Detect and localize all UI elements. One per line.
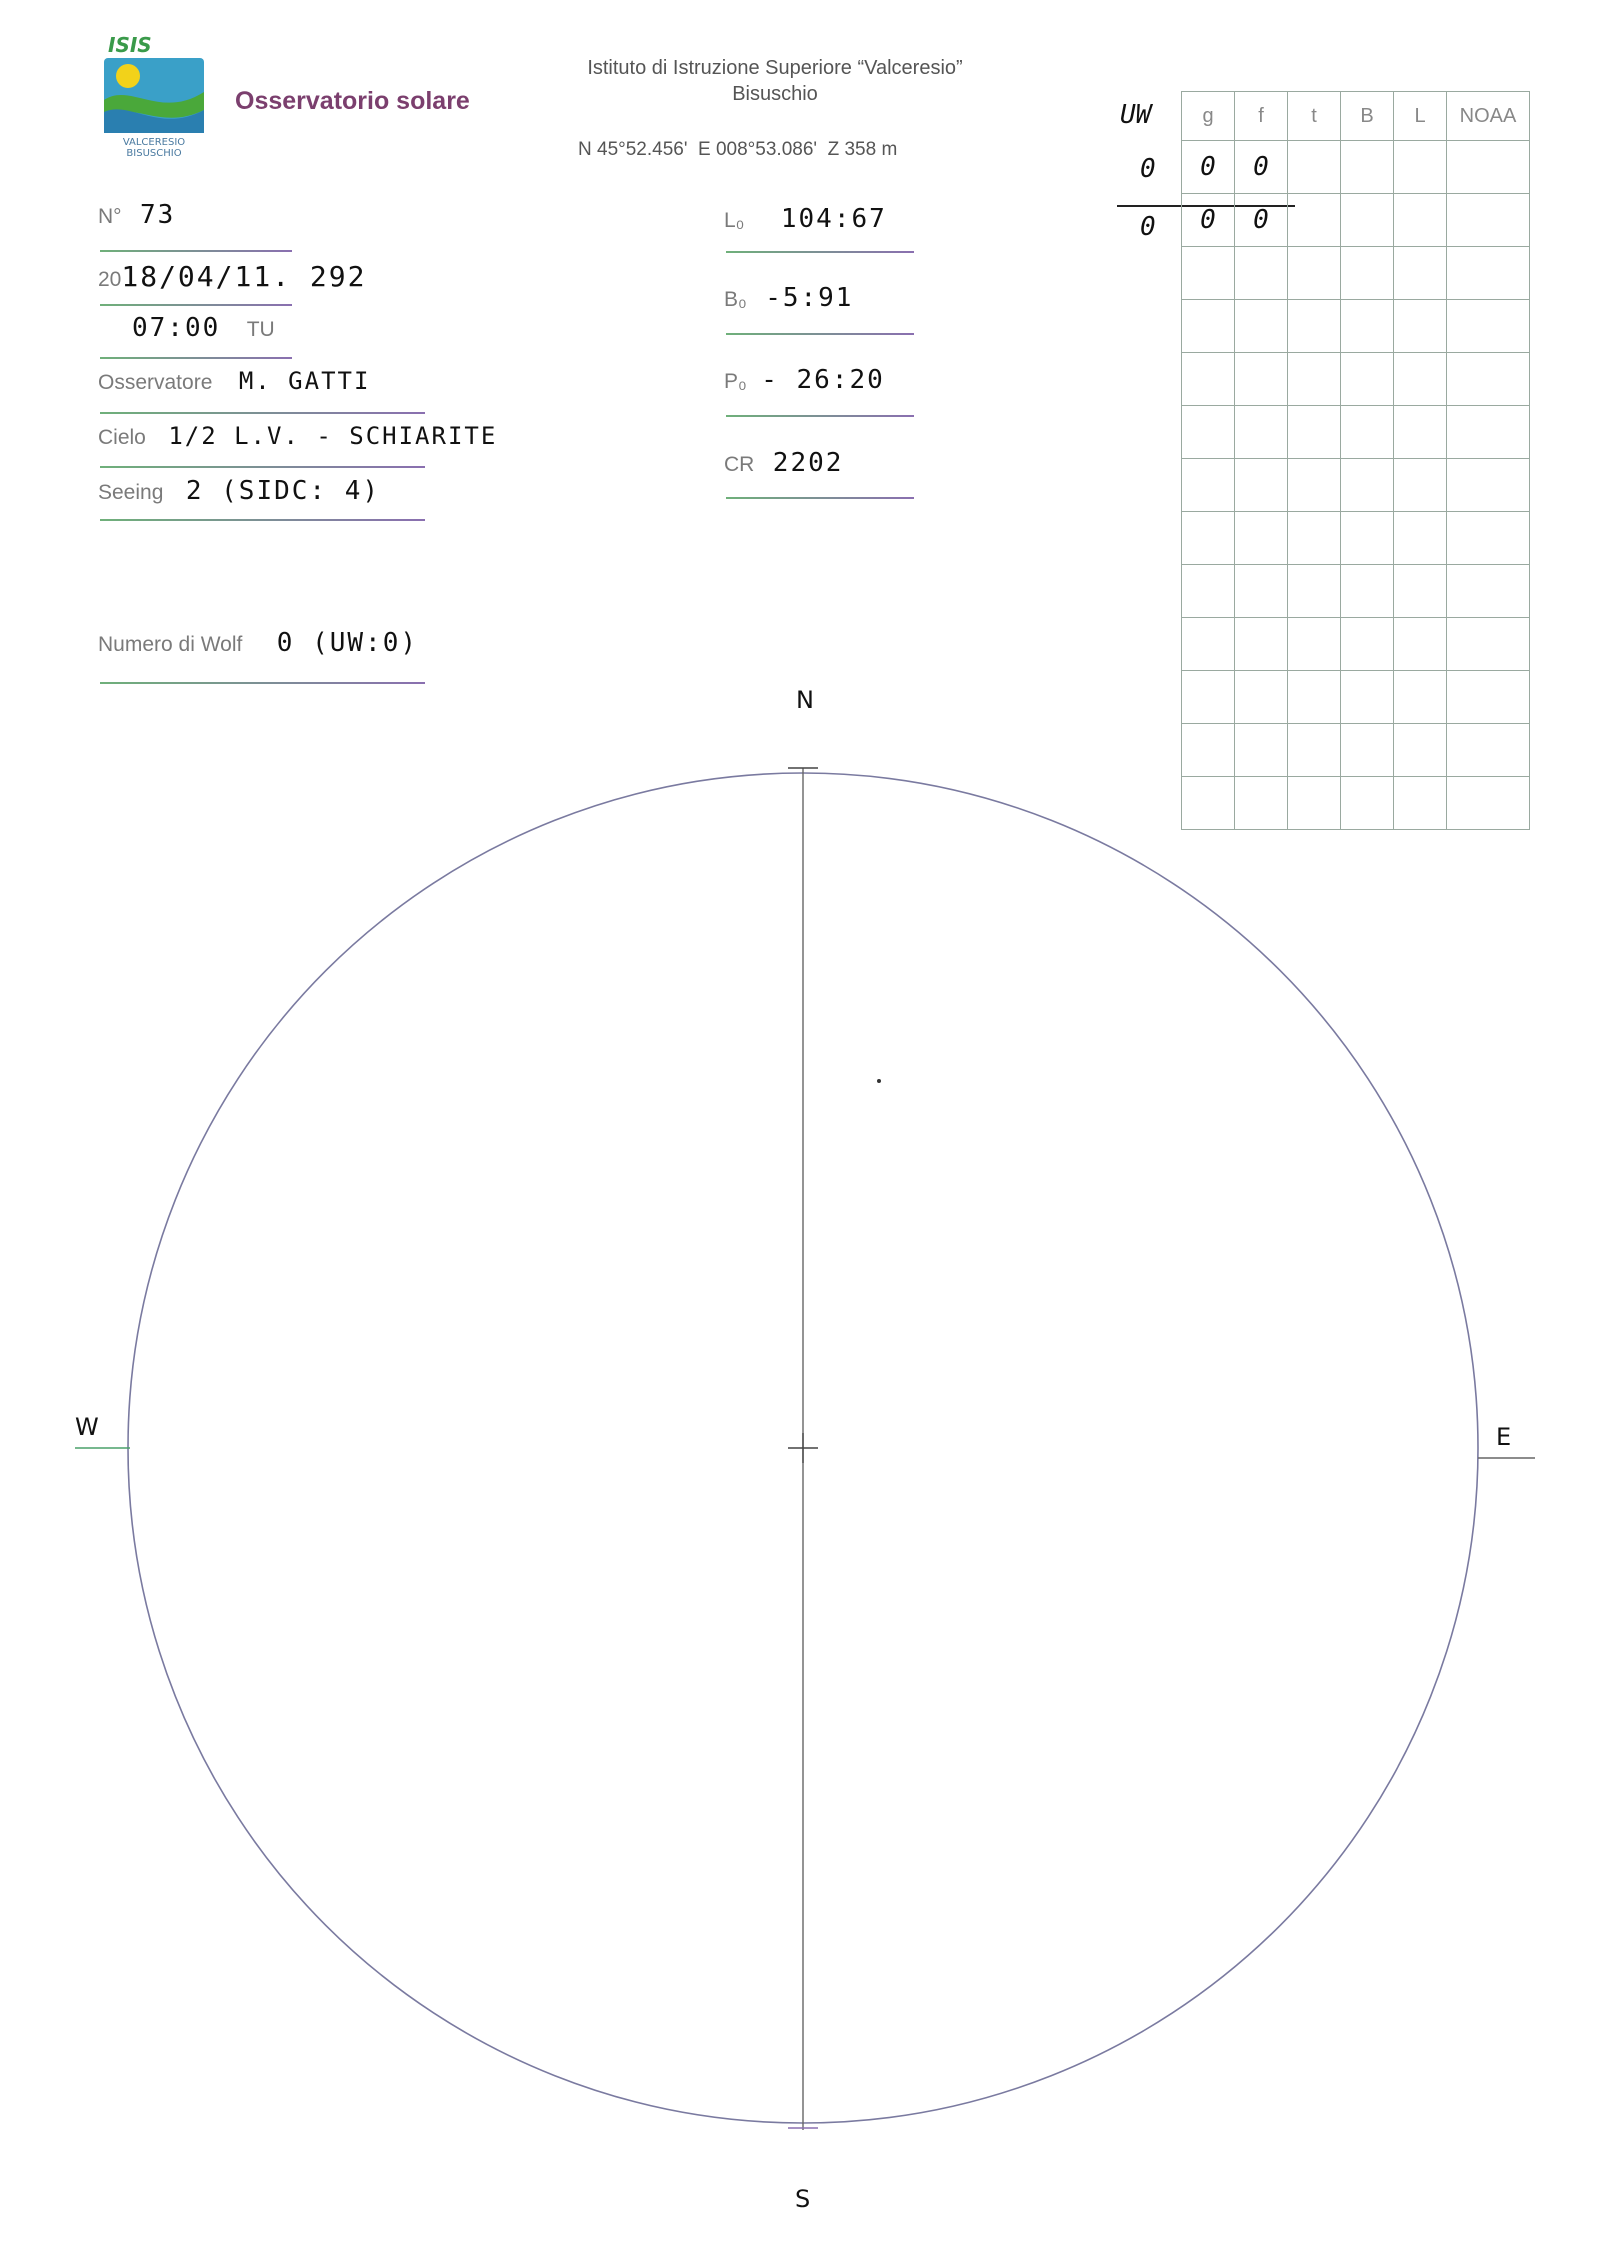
p0-label: P₀ xyxy=(724,370,747,393)
b0-value: -5:91 xyxy=(765,283,854,313)
cell-b[interactable] xyxy=(1341,300,1394,353)
l0-value: 104:67 xyxy=(780,204,887,234)
logo-caption-2: BISUSCHIO xyxy=(126,148,182,159)
cell-g[interactable] xyxy=(1182,247,1235,300)
table-header-row xyxy=(1182,92,1530,141)
cell-noaa[interactable] xyxy=(1447,406,1530,459)
sky-value: 1/2 L.V. - SCHIARITE xyxy=(168,422,498,450)
cell-l[interactable] xyxy=(1394,406,1447,459)
cell-noaa[interactable] xyxy=(1447,565,1530,618)
cell-f[interactable]: 0 xyxy=(1235,141,1288,194)
logo-text: ISIS xyxy=(108,33,152,57)
rule-sky xyxy=(100,466,425,468)
cell-b[interactable] xyxy=(1341,194,1394,247)
col-header-noaa: NOAA xyxy=(1447,92,1530,141)
cell-g[interactable] xyxy=(1182,565,1235,618)
cell-l[interactable] xyxy=(1394,565,1447,618)
wolf-field xyxy=(98,628,418,658)
cell-g[interactable]: 0 xyxy=(1182,141,1235,194)
cell-noaa[interactable] xyxy=(1447,300,1530,353)
observer-field xyxy=(98,367,370,395)
l0-label: L₀ xyxy=(724,209,745,232)
cell-f[interactable] xyxy=(1235,406,1288,459)
cell-g[interactable] xyxy=(1182,512,1235,565)
cell-b[interactable] xyxy=(1341,459,1394,512)
time-value: 07:00 xyxy=(132,313,221,343)
l0-field xyxy=(724,204,887,234)
col-header-t: t xyxy=(1288,92,1341,141)
cell-g[interactable] xyxy=(1182,406,1235,459)
uw-label: UW xyxy=(1120,100,1152,130)
cell-t[interactable] xyxy=(1288,459,1341,512)
time-unit: TU xyxy=(246,318,275,341)
cell-b[interactable] xyxy=(1341,406,1394,459)
cell-f[interactable] xyxy=(1235,300,1288,353)
time-field xyxy=(132,313,275,343)
col-header-b: B xyxy=(1341,92,1394,141)
cell-noaa[interactable] xyxy=(1447,353,1530,406)
coordinates: N 45°52.456' E 008°53.086' Z 358 m xyxy=(578,139,898,160)
rule-p0 xyxy=(726,415,914,417)
institute-line-2: Bisuschio xyxy=(732,83,818,105)
number-field xyxy=(98,200,175,230)
solar-disk-drawing xyxy=(0,660,1600,2260)
cell-noaa[interactable] xyxy=(1447,512,1530,565)
cell-f[interactable] xyxy=(1235,565,1288,618)
uw-row2: 0 xyxy=(1140,212,1156,242)
col-header-g: g xyxy=(1182,92,1235,141)
rule-number xyxy=(100,250,292,252)
cell-g[interactable] xyxy=(1182,353,1235,406)
table-row xyxy=(1182,194,1530,247)
table-row xyxy=(1182,459,1530,512)
cell-b[interactable] xyxy=(1341,512,1394,565)
rule-observer xyxy=(100,412,425,414)
observer-label: Osservatore xyxy=(98,371,213,394)
number-label: N° xyxy=(98,205,122,228)
cell-l[interactable] xyxy=(1394,194,1447,247)
table-row xyxy=(1182,353,1530,406)
rule-time xyxy=(100,357,292,359)
cell-f[interactable] xyxy=(1235,247,1288,300)
cell-t[interactable] xyxy=(1288,300,1341,353)
cell-l[interactable] xyxy=(1394,247,1447,300)
cell-f[interactable]: 0 xyxy=(1235,194,1288,247)
rule-l0 xyxy=(726,251,914,253)
seeing-field xyxy=(98,476,380,506)
seeing-label: Seeing xyxy=(98,481,164,504)
rule-date xyxy=(100,304,292,306)
table-row xyxy=(1182,565,1530,618)
date-prefix: 20 xyxy=(98,268,122,291)
b0-label: B₀ xyxy=(724,288,747,311)
cell-t[interactable] xyxy=(1288,141,1341,194)
table-row xyxy=(1182,141,1530,194)
cell-l[interactable] xyxy=(1394,300,1447,353)
table-row xyxy=(1182,300,1530,353)
cell-b[interactable] xyxy=(1341,247,1394,300)
p0-field xyxy=(724,365,885,395)
date-field xyxy=(98,260,367,293)
cell-noaa[interactable] xyxy=(1447,459,1530,512)
seeing-value: 2 (SIDC: 4) xyxy=(185,476,381,506)
org-title: Osservatorio solare xyxy=(235,87,470,115)
wolf-value: 0 (UW:0) xyxy=(276,628,419,658)
cr-field xyxy=(724,448,843,478)
rule-cr xyxy=(726,497,914,499)
compass-north: N xyxy=(796,686,814,714)
logo-caption-1: VALCERESIO xyxy=(122,137,186,148)
cell-f[interactable] xyxy=(1235,512,1288,565)
cell-noaa[interactable] xyxy=(1447,194,1530,247)
sky-label: Cielo xyxy=(98,426,146,449)
table-row xyxy=(1182,512,1530,565)
compass-west: W xyxy=(75,1413,99,1441)
cell-g[interactable]: 0 xyxy=(1182,194,1235,247)
cell-b[interactable] xyxy=(1341,353,1394,406)
cell-noaa[interactable] xyxy=(1447,247,1530,300)
institute-name xyxy=(530,55,1020,107)
cell-t[interactable] xyxy=(1288,247,1341,300)
rule-seeing xyxy=(100,519,425,521)
cell-f[interactable] xyxy=(1235,459,1288,512)
cell-t[interactable] xyxy=(1288,194,1341,247)
cell-l[interactable] xyxy=(1394,141,1447,194)
wolf-label: Numero di Wolf xyxy=(98,633,243,656)
cell-g[interactable] xyxy=(1182,300,1235,353)
cell-l[interactable] xyxy=(1394,512,1447,565)
cell-b[interactable] xyxy=(1341,565,1394,618)
cell-b[interactable] xyxy=(1341,141,1394,194)
number-value: 73 xyxy=(140,200,176,230)
cell-f[interactable] xyxy=(1235,353,1288,406)
cr-label: CR xyxy=(724,453,755,476)
cell-noaa[interactable] xyxy=(1447,141,1530,194)
cr-value: 2202 xyxy=(772,448,844,478)
table-row xyxy=(1182,247,1530,300)
rule-b0 xyxy=(726,333,914,335)
cell-g[interactable] xyxy=(1182,459,1235,512)
b0-field xyxy=(724,283,853,313)
disk-dot xyxy=(877,1079,881,1083)
table-row xyxy=(1182,406,1530,459)
cell-t[interactable] xyxy=(1288,353,1341,406)
date-value: 18/04/11. 292 xyxy=(121,260,367,293)
observer-value: M. GATTI xyxy=(238,367,371,395)
compass-south: S xyxy=(795,2185,811,2213)
cell-t[interactable] xyxy=(1288,512,1341,565)
cell-l[interactable] xyxy=(1394,459,1447,512)
institute-line-1: Istituto di Istruzione Superiore “Valceresio” xyxy=(587,57,963,79)
uw-row1: 0 xyxy=(1140,154,1156,184)
col-header-f: f xyxy=(1235,92,1288,141)
logo xyxy=(100,30,210,165)
p0-value: - 26:20 xyxy=(761,365,885,395)
cell-t[interactable] xyxy=(1288,565,1341,618)
sky-field xyxy=(98,422,497,450)
compass-east: E xyxy=(1496,1423,1512,1451)
cell-l[interactable] xyxy=(1394,353,1447,406)
cell-t[interactable] xyxy=(1288,406,1341,459)
col-header-l: L xyxy=(1394,92,1447,141)
